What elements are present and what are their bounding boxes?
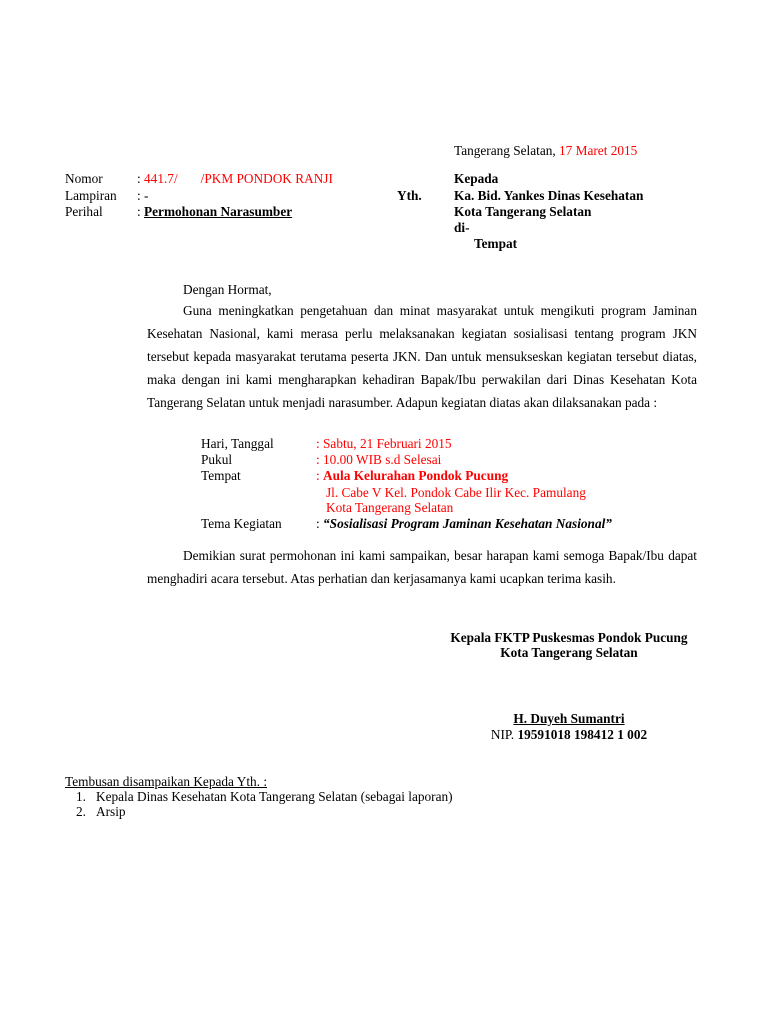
perihal-text: Permohonan Narasumber	[144, 204, 293, 219]
lampiran-label: Lampiran	[65, 188, 117, 203]
nomor-colon: :	[137, 171, 145, 186]
nip-label: NIP.	[490, 727, 518, 742]
signatory-nip	[444, 727, 694, 743]
tema-value	[316, 516, 612, 532]
tempat-colon: :	[316, 468, 324, 483]
recipient-tempat: Tempat	[474, 236, 518, 251]
place-date-prefix: Tangerang Selatan,	[454, 143, 560, 158]
perihal-value	[137, 204, 292, 220]
letter-date: 17 Maret 2015	[559, 143, 638, 158]
cc-item-number: 2.	[76, 804, 86, 819]
signatory-name: H. Duyeh Sumantri	[513, 711, 625, 726]
paragraph-2-text: Demikian surat permohonan ini kami sampaikan, besar harapan kami semoga Bapak/Ibu dapat menghadiri acara tersebut. Atas perhatian dan kerjasamanya kami ucapkan terima kasih.	[147, 548, 697, 586]
tempat-address-2: Kota Tangerang Selatan	[326, 500, 454, 515]
body-paragraph-1	[147, 299, 697, 414]
greeting: Dengan Hormat,	[183, 282, 272, 297]
paragraph-1-text: Guna meningkatkan pengetahuan dan minat masyarakat untuk mengikuti program Jaminan Kesehatan Nasional, kami merasa perlu melaksanakan kegiatan sosialisasi tentang program JKN tersebut kepada masyarakat terutama peserta JKN. Dan untuk mensukseskan kegiatan tersebut diatas, maka dengan ini kami mengharapkan kehadiran Bapak/Ibu perwakilan dari Dinas Kesehatan Kota Tangerang Selatan untuk menjadi narasumber. Adapun kegiatan diatas akan dilaksanakan pada :	[147, 303, 697, 410]
nomor-value	[137, 171, 333, 187]
tema-text: “Sosialisasi Program Jaminan Kesehatan Nasional”	[323, 516, 612, 531]
yth-label: Yth.	[397, 188, 422, 203]
signature-title-2: Kota Tangerang Selatan	[500, 645, 638, 660]
hari-value: : Sabtu, 21 Februari 2015	[316, 436, 452, 451]
cc-list-item	[76, 789, 453, 805]
lampiran-value: : -	[137, 188, 149, 203]
tema-colon: :	[316, 516, 324, 531]
pukul-value: : 10.00 WIB s.d Selesai	[316, 452, 442, 467]
tempat-value	[316, 468, 508, 484]
nip-value: 19591018 198412 1 002	[517, 727, 648, 742]
hari-label: Hari, Tanggal	[201, 436, 274, 451]
nomor-value-a: 441.7/	[144, 171, 178, 186]
cc-heading: Tembusan disampaikan Kepada Yth. :	[65, 774, 268, 789]
nomor-value-b: /PKM PONDOK RANJI	[200, 171, 333, 186]
nomor-label: Nomor	[65, 171, 103, 186]
recipient-kepada: Kepada	[454, 171, 499, 186]
cc-item-text: Arsip	[96, 804, 126, 819]
perihal-colon: :	[137, 204, 145, 219]
cc-item-text: Kepala Dinas Kesehatan Kota Tangerang Selatan (sebagai laporan)	[96, 789, 453, 804]
cc-item-number: 1.	[76, 789, 86, 804]
place-date	[454, 143, 637, 159]
recipient-di: di-	[454, 220, 470, 235]
recipient-line2: Kota Tangerang Selatan	[454, 204, 592, 219]
body-paragraph-2	[147, 544, 697, 590]
tempat-name: Aula Kelurahan Pondok Pucung	[323, 468, 509, 483]
tema-label: Tema Kegiatan	[201, 516, 282, 531]
tempat-address-1: Jl. Cabe V Kel. Pondok Cabe Ilir Kec. Pamulang	[326, 485, 586, 500]
perihal-label: Perihal	[65, 204, 103, 219]
cc-list-item	[76, 804, 126, 820]
signature-title-1: Kepala FKTP Puskesmas Pondok Pucung	[450, 630, 688, 645]
pukul-label: Pukul	[201, 452, 233, 467]
tempat-label: Tempat	[201, 468, 241, 483]
recipient-line1: Ka. Bid. Yankes Dinas Kesehatan	[454, 188, 644, 203]
